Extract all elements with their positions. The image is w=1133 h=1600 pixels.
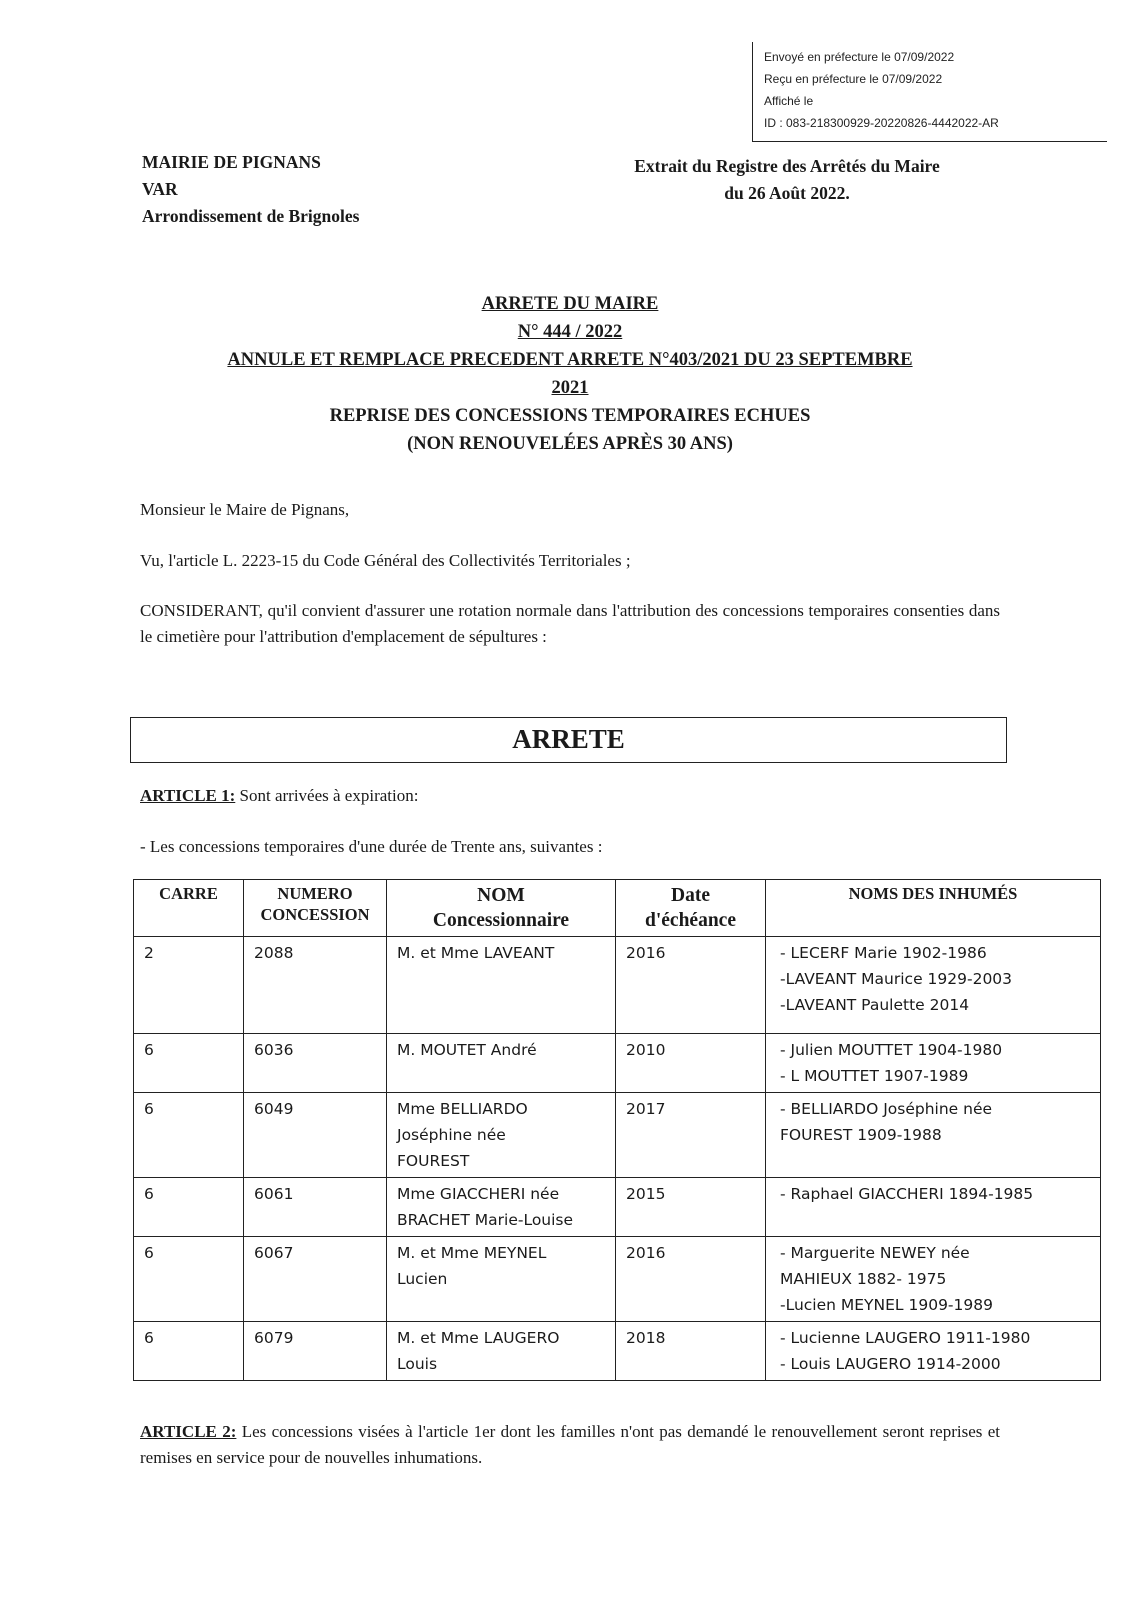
cell-carre: 6 [134, 1237, 244, 1322]
arrondissement: Arrondissement de Brignoles [142, 206, 360, 226]
department: VAR [142, 179, 178, 199]
stamp-id: ID : 083-218300929-20220826-4442022-AR [764, 116, 999, 130]
inhume-line: - L MOUTTET 1907-1989 [780, 1067, 969, 1085]
inhume-line: - Marguerite NEWEY née [780, 1244, 970, 1262]
cell-carre: 2 [134, 937, 244, 1034]
article-1-text: Sont arrivées à expiration: [235, 786, 419, 805]
inhume-line: - Julien MOUTTET 1904-1980 [780, 1041, 1003, 1059]
inhume-line: - LECERF Marie 1902-1986 [780, 944, 987, 962]
decree-heading: ARRETE DU MAIRE [481, 294, 659, 314]
inhume-line: -Lucien MEYNEL 1909-1989 [780, 1296, 993, 1314]
cell-numero: 6036 [244, 1034, 387, 1093]
cell-date: 2015 [616, 1178, 766, 1237]
cell-nom [387, 1034, 616, 1093]
nom-line: BRACHET Marie-Louise [397, 1211, 574, 1229]
decree-number: N° 444 / 2022 [517, 322, 623, 342]
cell-nom [387, 1322, 616, 1381]
cell-date: 2016 [616, 937, 766, 1034]
article-1 [140, 783, 1000, 809]
table-row [134, 1178, 1101, 1237]
decree-replaces-line2: 2021 [551, 378, 589, 398]
mayor-line: Monsieur le Maire de Pignans, [140, 500, 350, 519]
cell-inhumes [766, 1237, 1101, 1322]
cell-carre: 6 [134, 1034, 244, 1093]
nom-line: M. MOUTET André [397, 1041, 537, 1059]
table-row [134, 1322, 1101, 1381]
table-row [134, 937, 1101, 1034]
arrete-banner: ARRETE [130, 717, 1007, 763]
stamp-posted: Affiché le [764, 94, 814, 108]
cell-numero: 6061 [244, 1178, 387, 1237]
nom-line: M. et Mme MEYNEL [397, 1244, 547, 1262]
inhume-line: - Raphael GIACCHERI 1894-1985 [780, 1185, 1034, 1203]
header-nom-line1: NOM [477, 885, 525, 906]
cell-nom [387, 1237, 616, 1322]
cell-inhumes [766, 937, 1101, 1034]
cell-inhumes [766, 1178, 1101, 1237]
inhume-line: - Louis LAUGERO 1914-2000 [780, 1355, 1001, 1373]
cell-carre: 6 [134, 1322, 244, 1381]
cell-date: 2017 [616, 1093, 766, 1178]
header-numero-line2: CONCESSION [260, 905, 370, 924]
article-2-text: Les concessions visées à l'article 1er dont les familles n'ont pas demandé le renouvellement seront reprises et remises en service pour de nouvelles inhumations. [140, 1422, 1000, 1467]
stamp-sent: Envoyé en préfecture le 07/09/2022 [764, 50, 955, 64]
cell-inhumes [766, 1322, 1101, 1381]
prefecture-stamp [752, 42, 1107, 142]
header-date-line2: d'échéance [645, 910, 736, 931]
nom-line: Mme GIACCHERI née [397, 1185, 560, 1203]
table-row [134, 1034, 1101, 1093]
article-1-label: ARTICLE 1: [140, 786, 236, 805]
nom-line: M. et Mme LAUGERO [397, 1329, 560, 1347]
stamp-received: Reçu en préfecture le 07/09/2022 [764, 72, 943, 86]
nom-line: Lucien [397, 1270, 448, 1288]
header-nom [387, 880, 616, 937]
cell-nom [387, 937, 616, 1034]
vu-line: Vu, l'article L. 2223-15 du Code Général des Collectivités Territoriales ; [140, 551, 631, 570]
issuer-block [142, 149, 359, 230]
cell-numero: 6049 [244, 1093, 387, 1178]
mairie-name: MAIRIE DE PIGNANS [142, 152, 321, 172]
inhume-line: -LAVEANT Maurice 1929-2003 [780, 970, 1013, 988]
extract-title: Extrait du Registre des Arrêtés du Maire [634, 156, 940, 176]
nom-line: Louis [397, 1355, 438, 1373]
inhume-line: - Lucienne LAUGERO 1911-1980 [780, 1329, 1031, 1347]
table-header-row [134, 880, 1101, 937]
concessions-table [133, 879, 1101, 1381]
cell-numero: 2088 [244, 937, 387, 1034]
cell-carre: 6 [134, 1178, 244, 1237]
considerant-paragraph: CONSIDERANT, qu'il convient d'assurer une rotation normale dans l'attribution des concessions temporaires consenties dans le cimetière pour l'attribution d'emplacement de sépultures : [140, 601, 1000, 646]
table-row [134, 1237, 1101, 1322]
decree-subject: REPRISE DES CONCESSIONS TEMPORAIRES ECHUES [329, 406, 811, 426]
register-extract [592, 153, 982, 207]
article-2 [140, 1419, 1000, 1471]
cell-nom [387, 1178, 616, 1237]
decree-titles [140, 290, 1000, 458]
cell-inhumes [766, 1093, 1101, 1178]
table-row [134, 1093, 1101, 1178]
header-numero-line1: NUMERO [277, 884, 353, 903]
decree-replaces-line1: ANNULE ET REMPLACE PRECEDENT ARRETE N°403/2021 DU 23 SEPTEMBRE [227, 350, 913, 370]
decree-subject-note: (NON RENOUVELÉES APRÈS 30 ANS) [407, 434, 733, 454]
header-date-line1: Date [671, 885, 710, 906]
nom-line: Mme BELLIARDO [397, 1100, 528, 1118]
inhume-line: -LAVEANT Paulette 2014 [780, 996, 970, 1014]
cell-numero: 6067 [244, 1237, 387, 1322]
nom-line: M. et Mme LAVEANT [397, 944, 555, 962]
list-intro: - Les concessions temporaires d'une durée de Trente ans, suivantes : [140, 837, 603, 856]
header-inhumes: NOMS DES INHUMÉS [766, 880, 1101, 937]
header-date [616, 880, 766, 937]
inhume-line: - BELLIARDO Joséphine née [780, 1100, 993, 1118]
cell-date: 2018 [616, 1322, 766, 1381]
nom-line: FOUREST [397, 1152, 470, 1170]
inhume-line: MAHIEUX 1882- 1975 [780, 1270, 947, 1288]
nom-line: Joséphine née [397, 1126, 506, 1144]
extract-date: du 26 Août 2022. [724, 183, 850, 203]
header-nom-line2: Concessionnaire [432, 910, 570, 931]
cell-date: 2010 [616, 1034, 766, 1093]
header-numero [244, 880, 387, 937]
cell-inhumes [766, 1034, 1101, 1093]
cell-nom [387, 1093, 616, 1178]
cell-date: 2016 [616, 1237, 766, 1322]
inhume-line: FOUREST 1909-1988 [780, 1126, 942, 1144]
cell-carre: 6 [134, 1093, 244, 1178]
header-carre: CARRE [134, 880, 244, 937]
cell-numero: 6079 [244, 1322, 387, 1381]
article-2-label: ARTICLE 2: [140, 1422, 237, 1441]
